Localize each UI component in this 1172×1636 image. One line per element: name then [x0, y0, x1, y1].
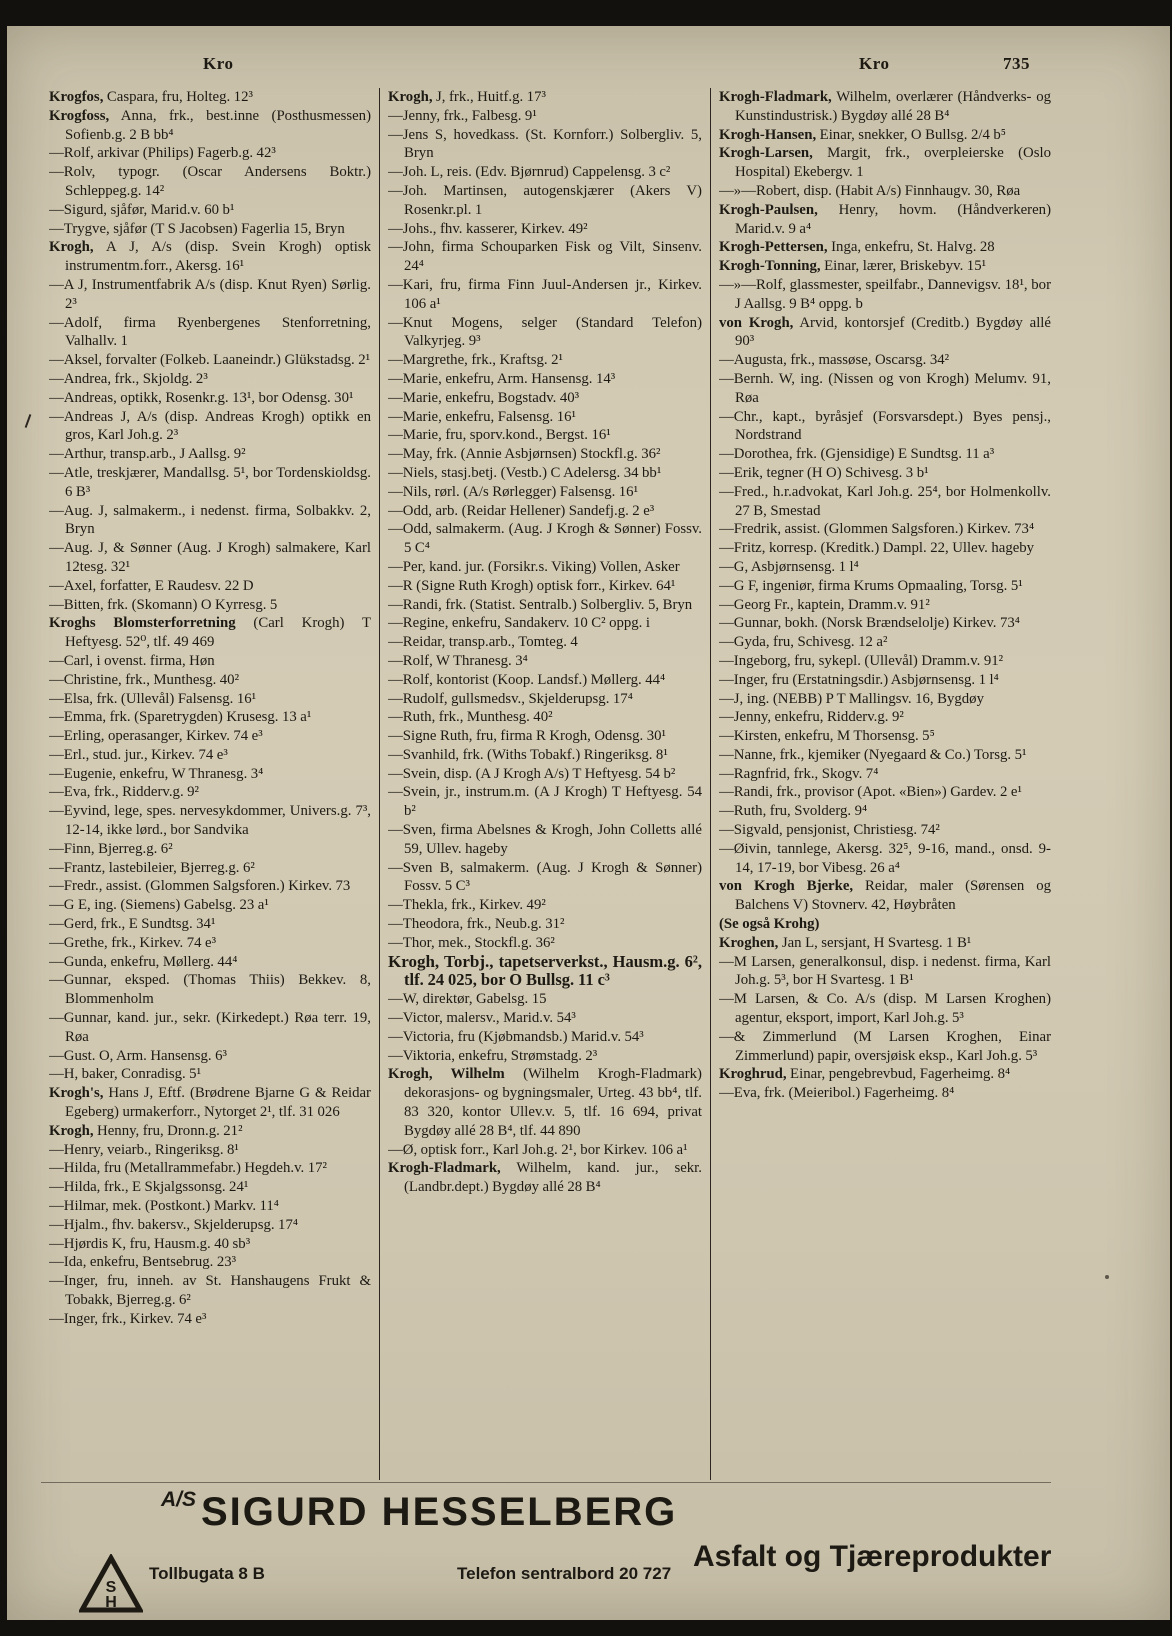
directory-entry: —Andrea, frk., Skjoldg. 2³ [49, 370, 208, 387]
directory-entry: Krogh, A J, A/s (disp. Svein Krogh) optisk instrumentm.forr., Akersg. 16¹ [49, 239, 371, 275]
ad-product-line: Asfalt og Tjæreprodukter [693, 1540, 1052, 1573]
directory-entry: —Aksel, forvalter (Folkeb. Laaneindr.) Glükstadsg. 2¹ [49, 352, 371, 369]
directory-entry: —Victoria, fru (Kjøbmandsb.) Marid.v. 54³ [388, 1028, 644, 1045]
directory-entry: Krogh, Wilhelm (Wilhelm Krogh-Fladmark) dekorasjons- og bygningsmaler, Urteg. 43 bb⁴, tlf. 83 320, kontor Ullev.v. 5, tlf. 16 694, privat Bygdøy allé 28 B⁴, tlf. 44 890 [388, 1066, 702, 1139]
directory-entry: —Gyda, fru, Schivesg. 12 a² [719, 634, 888, 651]
page-number: 735 [1003, 54, 1030, 73]
directory-entry: —Ingeborg, fru, sykepl. (Ullevål) Dramm.v. 91² [719, 652, 1004, 669]
directory-entry: —Ida, enkefru, Bentsebrug. 23³ [49, 1254, 237, 1271]
directory-entry: Krogh's, Hans J, Eftf. (Brødrene Bjarne G & Reidar Egeberg) urmakerforr., Nytorget 2¹, tlf. 31 026 [49, 1085, 371, 1121]
directory-entry: Krogh-Pettersen, Inga, enkefru, St. Halvg. 28 [719, 239, 995, 256]
directory-entry: —Andreas J, A/s (disp. Andreas Krogh) optikk en gros, Karl Joh.g. 2³ [49, 408, 371, 444]
directory-column-2 [388, 88, 702, 1484]
directory-entry: —Marie, enkefru, Falsensg. 16¹ [388, 408, 576, 425]
directory-entry: —Finn, Bjerreg.g. 6² [49, 840, 173, 857]
entry-surname: Krogfoss, [49, 107, 110, 124]
directory-entry: Krogh, Henny, fru, Dronn.g. 21² [49, 1122, 243, 1139]
directory-entry: Krogh-Fladmark, Wilhelm, kand. jur., sekr. (Landbr.dept.) Bygdøy allé 28 B⁴ [388, 1160, 702, 1196]
scan-artifact [1105, 1275, 1109, 1279]
directory-entry: —Inger, frk., Kirkev. 74 e³ [49, 1310, 207, 1327]
directory-entry: —Joh. L, reis. (Edv. Bjørnrud) Cappelensg. 3 c² [388, 164, 671, 181]
directory-entry: —Hjalm., fhv. bakersv., Skjelderupsg. 17⁴ [49, 1216, 299, 1233]
directory-entry: —Regine, enkefru, Sandakerv. 10 C² oppg. i [388, 615, 650, 632]
directory-entry: —Christine, frk., Munthesg. 40² [49, 671, 240, 688]
company-form-label: A/S [161, 1488, 197, 1511]
directory-entry: —Odd, salmakerm. (Aug. J Krogh & Sønner) Fossv. 5 C⁴ [388, 521, 702, 557]
directory-entry: —Gunnar, bokh. (Norsk Brændselolje) Kirkev. 73⁴ [719, 615, 1020, 632]
directory-entry: —Erl., stud. jur., Kirkev. 74 e³ [49, 746, 228, 763]
directory-entry: —Fredr., assist. (Glommen Salgsforen.) Kirkev. 73 [49, 878, 351, 895]
directory-entry: —Hilmar, mek. (Postkont.) Markv. 11⁴ [49, 1198, 279, 1215]
logo-letter-s: S [105, 1579, 117, 1596]
directory-entry: —Frantz, lastebileier, Bjerreg.g. 6² [49, 859, 255, 876]
directory-entry: —Viktoria, enkefru, Strømstadg. 2³ [388, 1047, 598, 1064]
directory-entry: —M Larsen, & Co. A/s (disp. M Larsen Kroghen) agentur, eksport, import, Karl Joh.g. 5³ [719, 991, 1051, 1027]
directory-entry: —Signe Ruth, fru, firma R Krogh, Odensg. 30¹ [388, 728, 666, 745]
directory-entry: —& Zimmerlund (M Larsen Kroghen, Einar Zimmerlund) papir, oversjøisk eksp., Karl Joh.g. 5³ [719, 1028, 1051, 1064]
directory-entry: —Kari, fru, firma Finn Juul-Andersen jr., Kirkev. 106 a¹ [388, 276, 702, 312]
directory-entry: —Sigvald, pensjonist, Christiesg. 74² [719, 822, 940, 839]
directory-entry: —Eugenie, enkefru, W Thranesg. 3⁴ [49, 765, 264, 782]
directory-entry: —Erik, tegner (H O) Schivesg. 3 b¹ [719, 464, 929, 481]
directory-entry: —G E, ing. (Siemens) Gabelsg. 23 a¹ [49, 897, 269, 914]
directory-entry: —Hjørdis K, fru, Hausm.g. 40 sb³ [49, 1235, 251, 1252]
directory-entry: —Rolf, kontorist (Koop. Landsf.) Møllerg. 44⁴ [388, 671, 666, 688]
directory-entry: —Johs., fhv. kasserer, Kirkev. 49² [388, 220, 588, 237]
directory-entry: —Axel, forfatter, E Raudesv. 22 D [49, 577, 254, 594]
directory-entry: —Gerd, frk., E Sundtsg. 34¹ [49, 916, 216, 933]
directory-entry: —Bernh. W, ing. (Nissen og von Krogh) Melumv. 91, Røa [719, 370, 1051, 406]
directory-entry: —Randi, frk., provisor (Apot. «Bien») Gardev. 2 e¹ [719, 784, 1022, 801]
directory-entry: —Bitten, frk. (Skomann) O Kyrresg. 5 [49, 596, 278, 613]
entry-surname: von Krogh, [719, 314, 794, 331]
directory-entry: Krogh-Tonning, Einar, lærer, Briskebyv. 15¹ [719, 258, 987, 275]
directory-entry: —Odd, arb. (Reidar Hellener) Sandefj.g. 2 e³ [388, 502, 655, 519]
directory-entry: —Victor, malersv., Marid.v. 54³ [388, 1010, 576, 1027]
directory-entry: —Rolf, arkivar (Philips) Fagerb.g. 42³ [49, 145, 276, 162]
directory-entry: —Hilda, frk., E Skjalgssonsg. 24¹ [49, 1179, 249, 1196]
directory-entry: —Inger, fru (Erstatningsdir.) Asbjørnsensg. 1 l⁴ [719, 671, 999, 688]
directory-entry: Kroghrud, Einar, pengebrevbud, Fagerheimg. 8⁴ [719, 1066, 1011, 1083]
directory-entry: —Nils, rørl. (A/s Rørlegger) Falsensg. 16¹ [388, 483, 639, 500]
directory-entry: —M Larsen, generalkonsul, disp. i nedenst. firma, Karl Joh.g. 5³, bor H Svartesg. 1 B¹ [719, 953, 1051, 989]
directory-entry: —Gunda, enkefru, Møllerg. 44⁴ [49, 953, 238, 970]
entry-surname: (Se også Krohg) [719, 916, 820, 933]
entry-surname: Krogh, [49, 1122, 94, 1139]
directory-entry: Krogh, Torbj., tapetserverkst., Hausm.g. 6², tlf. 24 025, bor O Bullsg. 11 c³ [388, 951, 702, 990]
header-keyword-right: Kro [859, 54, 890, 73]
directory-entry: —Sigurd, sjåfør, Marid.v. 60 b¹ [49, 201, 235, 218]
directory-entry: —Inger, fru, inneh. av St. Hanshaugens Frukt & Tobakk, Bjerreg.g. 6² [49, 1273, 371, 1308]
directory-entry: —G, Asbjørnsensg. 1 l⁴ [719, 558, 859, 575]
directory-entry: —Thekla, frk., Kirkev. 49² [388, 897, 546, 914]
ad-address: Tollbugata 8 B [149, 1564, 265, 1583]
triangle-logo-icon [79, 1554, 143, 1614]
directory-entry: —Eyvind, lege, spes. nervesykdommer, Univers.g. 7³, 12-14, ikke lørd., bor Sandvika [49, 803, 371, 839]
directory-entry: Kroghen, Jan L, sersjant, H Svartesg. 1 B¹ [719, 934, 972, 951]
directory-entry: —Nanne, frk., kjemiker (Nyegaard & Co.) Torsg. 5¹ [719, 746, 1027, 763]
entry-surname: von Krogh Bjerke, [719, 878, 854, 895]
entry-surname: Krogh-Paulsen, [719, 201, 818, 218]
entry-surname: Krogh, Wilhelm [388, 1066, 505, 1083]
column-divider-2 [710, 88, 711, 1480]
directory-column-3 [719, 88, 1051, 1484]
entry-surname: Kroghen, [719, 934, 779, 951]
directory-entry: von Krogh, Arvid, kontorsjef (Creditb.) Bygdøy allé 90³ [719, 314, 1051, 350]
hesselberg-logo [79, 1554, 143, 1619]
entry-surname: Krogh-Fladmark, [388, 1160, 501, 1177]
directory-entry: —Emma, frk. (Sparetrygden) Krusesg. 13 a¹ [49, 709, 312, 726]
logo-letter-h: H [105, 1594, 117, 1611]
directory-entry: —Theodora, frk., Neub.g. 31² [388, 916, 565, 933]
directory-entry: —Eva, frk. (Meieribol.) Fagerheimg. 8⁴ [719, 1085, 955, 1102]
directory-entry: —Rolf, W Thranesg. 3⁴ [388, 652, 528, 669]
entry-surname: Krogh, Torbj., [388, 951, 494, 971]
directory-entry: —Fritz, korresp. (Kreditk.) Dampl. 22, Ullev. hageby [719, 540, 1035, 557]
ad-top-rule [41, 1482, 1051, 1483]
directory-entry: —Henry, veiarb., Ringeriksg. 8¹ [49, 1141, 239, 1158]
directory-entry: —John, firma Schouparken Fisk og Vilt, Sinsenv. 24⁴ [388, 239, 702, 275]
directory-entry: —Ø, optisk forr., Karl Joh.g. 2¹, bor Kirkev. 106 a¹ [388, 1141, 688, 1158]
directory-entry: —H, baker, Conradisg. 5¹ [49, 1066, 202, 1083]
directory-entry: —Margrethe, frk., Kraftsg. 2¹ [388, 352, 563, 369]
entry-surname: Kroghrud, [719, 1066, 787, 1083]
directory-entry: —Rolv, typogr. (Oscar Andersens Boktr.) Schleppeg.g. 14² [49, 164, 371, 199]
directory-entry: —Gunnar, kand. jur., sekr. (Kirkedept.) Røa terr. 19, Røa [49, 1010, 371, 1045]
directory-entry: —Jens S, hovedkass. (St. Kornforr.) Solbergliv. 5, Bryn [388, 126, 702, 162]
directory-entry: Krogh-Paulsen, Henry, hovm. (Håndverkeren) Marid.v. 9 a⁴ [719, 201, 1051, 237]
directory-entry: Krogfos, Caspara, fru, Holteg. 12³ [49, 89, 253, 105]
directory-entry: —Fred., h.r.advokat, Karl Joh.g. 25⁴, bor Holmenkollv. 27 B, Smestad [719, 483, 1051, 519]
directory-entry: —Eva, frk., Ridderv.g. 9² [49, 784, 199, 801]
directory-entry: —Fredrik, assist. (Glommen Salgsforen.) Kirkev. 73⁴ [719, 521, 1035, 538]
advertisement-hesselberg [41, 1482, 1145, 1628]
directory-entry: —Niels, stasj.betj. (Vestb.) C Adelersg. 34 bb¹ [388, 464, 662, 481]
directory-entry: —W, direktør, Gabelsg. 15 [388, 991, 547, 1008]
directory-entry: —Adolf, firma Ryenbergenes Stenforretning, Valhallv. 1 [49, 314, 371, 350]
directory-entry: —Carl, i ovenst. firma, Høn [49, 652, 215, 669]
directory-page [7, 26, 1170, 1620]
directory-entry: —Thor, mek., Stockfl.g. 36² [388, 934, 555, 951]
directory-entry: —May, frk. (Annie Asbjørnsen) Stockfl.g. 36² [388, 446, 661, 463]
entry-surname: Krogh, [49, 239, 94, 256]
directory-entry: Krogh-Hansen, Einar, snekker, O Bullsg. 2/4 b⁵ [719, 126, 1006, 143]
entry-surname: Krogh, [388, 89, 433, 105]
entry-surname: Krogh-Hansen, [719, 126, 817, 143]
directory-entry: —Grethe, frk., Kirkev. 74 e³ [49, 934, 217, 951]
directory-entry: —Gunnar, eksped. (Thomas Thiis) Bekkev. 8, Blommenholm [49, 972, 371, 1008]
directory-entry: —Randi, frk. (Statist. Sentralb.) Solbergliv. 5, Bryn [388, 596, 693, 613]
ad-company-name: SIGURD HESSELBERG [201, 1490, 678, 1534]
directory-entry: —Chr., kapt., byråsjef (Forsvarsdept.) Byes pensj., Nordstrand [719, 408, 1051, 444]
directory-entry: —Ruth, frk., Munthesg. 40² [388, 709, 553, 726]
directory-entry: —Marie, enkefru, Bogstadv. 40³ [388, 389, 580, 406]
directory-entry [719, 915, 1051, 934]
directory-entry: —Aug. J, & Sønner (Aug. J Krogh) salmakere, Karl 12tesg. 32¹ [49, 540, 371, 575]
directory-entry: Krogh-Fladmark, Wilhelm, overlærer (Håndverks- og Kunstindustrisk.) Bygdøy allé 28 B⁴ [719, 89, 1051, 124]
directory-entry: —Atle, treskjærer, Mandallsg. 5¹, bor Tordenskioldsg. 6 B³ [49, 464, 371, 500]
directory-entry: —»—Rolf, glassmester, speilfabr., Dannevigsv. 18¹, bor J Aallsg. 9 B⁴ oppg. b [719, 276, 1051, 312]
directory-entry: Krogfoss, Anna, frk., best.inne (Posthusmessen) Sofienb.g. 2 B bb⁴ [49, 107, 371, 143]
directory-entry: —J, ing. (NEBB) P T Mallingsv. 16, Bygdøy [719, 690, 984, 707]
header-keyword-left: Kro [203, 54, 234, 73]
directory-entry: —Marie, enkefru, Arm. Hansensg. 14³ [388, 370, 616, 387]
directory-entry: —R (Signe Ruth Krogh) optisk forr., Kirkev. 64¹ [388, 577, 676, 594]
directory-entry: —Erling, operasanger, Kirkev. 74 e³ [49, 728, 263, 745]
ad-phone: Telefon sentralbord 20 727 [457, 1564, 672, 1583]
directory-entry: —Svanhild, frk. (Withs Tobakf.) Ringeriksg. 8¹ [388, 746, 668, 763]
directory-entry: —Aug. J, salmakerm., i nedenst. firma, Solbakkv. 2, Bryn [49, 502, 371, 538]
directory-entry: —Øivin, tannlege, Akersg. 32⁵, 9-16, mand., onsd. 9-14, 17-19, bor Vibesg. 26 a⁴ [719, 840, 1051, 876]
directory-entry: —Augusta, frk., massøse, Oscarsg. 34² [719, 352, 950, 369]
directory-entry: —Joh. Martinsen, autogenskjærer (Akers V) Rosenkr.pl. 1 [388, 182, 702, 218]
directory-entry: —Ragnfrid, frk., Skogv. 7⁴ [719, 765, 879, 782]
directory-entry: —Svein, jr., instrum.m. (A J Krogh) T Heftyesg. 54 b² [388, 784, 702, 820]
directory-entry: —A J, Instrumentfabrik A/s (disp. Knut Ryen) Sørlig. 2³ [49, 276, 371, 312]
directory-columns [49, 88, 1055, 1484]
directory-entry: —Jenny, frk., Falbesg. 9¹ [388, 107, 537, 124]
column-divider-1 [379, 88, 380, 1480]
directory-entry: Kroghs Blomsterforretning (Carl Krogh) T Heftyesg. 52⁰, tlf. 49 469 [49, 615, 371, 651]
directory-entry: —Jenny, enkefru, Ridderv.g. 9² [719, 709, 904, 726]
directory-entry: —Rudolf, gullsmedsv., Skjelderupsg. 17⁴ [388, 690, 633, 707]
directory-entry: —Sven, firma Abelsnes & Krogh, John Colletts allé 59, Ullev. hageby [388, 822, 702, 857]
directory-entry: —Sven B, salmakerm. (Aug. J Krogh & Sønner) Fossv. 5 C³ [388, 859, 702, 895]
directory-entry: Krogh, J, frk., Huitf.g. 17³ [388, 89, 546, 105]
entry-surname: Krogh-Tonning, [719, 258, 821, 275]
directory-entry: —Dorothea, frk. (Gjensidige) E Sundtsg. 11 a³ [719, 446, 995, 463]
directory-entry: —Hilda, fru (Metallrammefabr.) Hegdeh.v. 17² [49, 1160, 327, 1177]
directory-entry: —Reidar, transp.arb., Tomteg. 4 [388, 634, 578, 651]
entry-surname: Krogh's, [49, 1085, 104, 1102]
entry-surname: Krogh-Pettersen, [719, 239, 828, 256]
directory-entry: —Gust. O, Arm. Hansensg. 6³ [49, 1047, 227, 1064]
directory-entry: —»—Robert, disp. (Habit A/s) Finnhaugv. 30, Røa [719, 182, 1021, 199]
directory-entry: —G F, ingeniør, firma Krums Opmaaling, Torsg. 5¹ [719, 577, 1023, 594]
directory-entry: —Andreas, optikk, Rosenkr.g. 13¹, bor Odensg. 30¹ [49, 389, 354, 406]
directory-entry: —Elsa, frk. (Ullevål) Falsensg. 16¹ [49, 690, 257, 707]
directory-entry: —Arthur, transp.arb., J Aallsg. 9² [49, 446, 246, 463]
entry-surname: Krogfos, [49, 89, 104, 105]
entry-surname: Krogh-Fladmark, [719, 89, 832, 105]
directory-entry: —Marie, fru, sporv.kond., Bergst. 16¹ [388, 427, 611, 444]
directory-column-1 [49, 88, 371, 1484]
directory-entry: —Svein, disp. (A J Krogh A/s) T Heftyesg. 54 b² [388, 765, 676, 782]
directory-entry: —Knut Mogens, selger (Standard Telefon) Valkyrjeg. 9³ [388, 314, 702, 350]
directory-entry: —Per, kand. jur. (Forsikr.s. Viking) Vollen, Asker [388, 558, 680, 575]
directory-entry: Krogh-Larsen, Margit, frk., overpleierske (Oslo Hospital) Ekebergv. 1 [719, 145, 1051, 181]
scan-artifact [25, 414, 32, 428]
directory-entry: von Krogh Bjerke, Reidar, maler (Sørensen og Balchens V) Stovnerv. 42, Høybråten [719, 878, 1051, 914]
directory-entry: —Georg Fr., kaptein, Dramm.v. 91² [719, 596, 930, 613]
directory-entry: —Kirsten, enkefru, M Thorsensg. 5⁵ [719, 728, 935, 745]
entry-surname: Kroghs Blomsterforretning [49, 615, 236, 632]
entry-surname: Krogh-Larsen, [719, 145, 813, 162]
directory-entry: —Trygve, sjåfør (T S Jacobsen) Fagerlia 15, Bryn [49, 220, 345, 237]
directory-entry: —Ruth, fru, Svolderg. 9⁴ [719, 803, 868, 820]
